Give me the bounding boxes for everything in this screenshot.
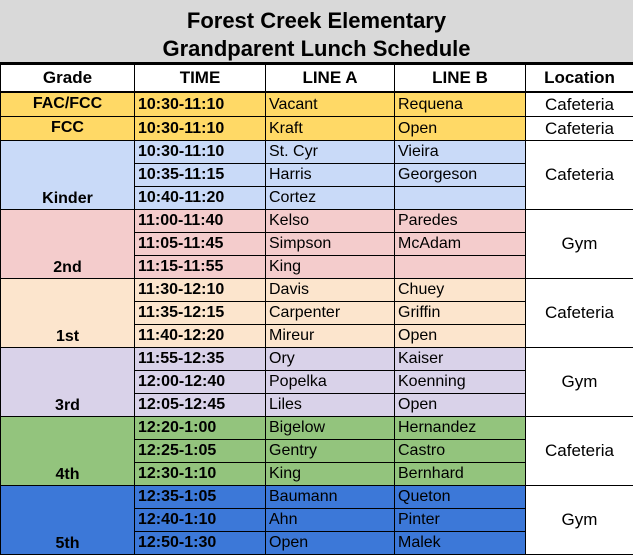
schedule-title: Grandparent Lunch Schedule <box>0 36 633 62</box>
grade-cell: 3rd <box>1 348 135 417</box>
location-cell: Gym <box>526 348 633 417</box>
header-line-a: LINE A <box>266 65 395 93</box>
time-cell: 12:50-1:30 <box>135 532 266 555</box>
line-a-cell: Kelso <box>266 210 395 233</box>
location-cell: Gym <box>526 486 633 555</box>
line-b-cell: Bernhard <box>395 463 526 486</box>
line-b-cell: Castro <box>395 440 526 463</box>
table-row <box>1 417 633 440</box>
time-cell: 11:35-12:15 <box>135 302 266 325</box>
line-b-cell: Pinter <box>395 509 526 532</box>
time-cell: 12:30-1:10 <box>135 463 266 486</box>
line-a-cell: Gentry <box>266 440 395 463</box>
line-b-cell <box>395 187 526 210</box>
grade-cell: 5th <box>1 486 135 555</box>
line-a-cell: Popelka <box>266 371 395 394</box>
line-b-cell: Chuey <box>395 279 526 302</box>
location-cell: Cafeteria <box>526 117 633 141</box>
time-cell: 11:00-11:40 <box>135 210 266 233</box>
grade-cell: 2nd <box>1 210 135 279</box>
line-b-cell: McAdam <box>395 233 526 256</box>
line-a-cell: Kraft <box>266 117 395 141</box>
location-cell: Cafeteria <box>526 92 633 117</box>
line-b-cell: Open <box>395 117 526 141</box>
table-row <box>1 486 633 509</box>
line-b-cell: Vieira <box>395 141 526 164</box>
grade-cell: 1st <box>1 279 135 348</box>
time-cell: 10:30-11:10 <box>135 141 266 164</box>
table-row <box>1 348 633 371</box>
line-a-cell: King <box>266 256 395 279</box>
grade-cell: 4th <box>1 417 135 486</box>
line-a-cell: Liles <box>266 394 395 417</box>
time-cell: 11:15-11:55 <box>135 256 266 279</box>
line-a-cell: King <box>266 463 395 486</box>
line-a-cell: Carpenter <box>266 302 395 325</box>
time-cell: 10:30-11:10 <box>135 92 266 117</box>
line-b-cell: Koenning <box>395 371 526 394</box>
time-cell: 10:30-11:10 <box>135 117 266 141</box>
header-grade: Grade <box>1 65 135 93</box>
table-row <box>1 279 633 302</box>
time-cell: 11:55-12:35 <box>135 348 266 371</box>
line-b-cell: Kaiser <box>395 348 526 371</box>
school-name: Forest Creek Elementary <box>0 8 633 34</box>
line-a-cell: Ahn <box>266 509 395 532</box>
grade-cell: FAC/FCC <box>1 92 135 117</box>
line-b-cell: Queton <box>395 486 526 509</box>
time-cell: 11:40-12:20 <box>135 325 266 348</box>
time-cell: 12:00-12:40 <box>135 371 266 394</box>
line-b-cell: Malek <box>395 532 526 555</box>
line-a-cell: Open <box>266 532 395 555</box>
line-a-cell: Harris <box>266 164 395 187</box>
location-cell: Cafeteria <box>526 279 633 348</box>
line-b-cell: Open <box>395 394 526 417</box>
schedule-body <box>1 92 633 555</box>
line-b-cell: Hernandez <box>395 417 526 440</box>
grade-cell: FCC <box>1 117 135 141</box>
line-a-cell: Simpson <box>266 233 395 256</box>
time-cell: 11:05-11:45 <box>135 233 266 256</box>
line-a-cell: Vacant <box>266 92 395 117</box>
line-b-cell: Paredes <box>395 210 526 233</box>
header-line-b: LINE B <box>395 65 526 93</box>
time-cell: 12:25-1:05 <box>135 440 266 463</box>
location-cell: Cafeteria <box>526 141 633 210</box>
line-a-cell: Cortez <box>266 187 395 210</box>
line-b-cell: Requena <box>395 92 526 117</box>
title-banner <box>0 0 633 64</box>
table-row <box>1 92 633 117</box>
line-b-cell: Griffin <box>395 302 526 325</box>
line-b-cell: Open <box>395 325 526 348</box>
line-b-cell <box>395 256 526 279</box>
table-row <box>1 117 633 141</box>
time-cell: 12:05-12:45 <box>135 394 266 417</box>
table-row <box>1 210 633 233</box>
time-cell: 12:20-1:00 <box>135 417 266 440</box>
line-a-cell: St. Cyr <box>266 141 395 164</box>
line-a-cell: Bigelow <box>266 417 395 440</box>
location-cell: Gym <box>526 210 633 279</box>
time-cell: 12:35-1:05 <box>135 486 266 509</box>
line-b-cell: Georgeson <box>395 164 526 187</box>
time-cell: 10:35-11:15 <box>135 164 266 187</box>
line-a-cell: Baumann <box>266 486 395 509</box>
time-cell: 11:30-12:10 <box>135 279 266 302</box>
header-row <box>1 65 633 93</box>
location-cell: Cafeteria <box>526 417 633 486</box>
schedule-table <box>0 64 633 555</box>
grade-cell: Kinder <box>1 141 135 210</box>
time-cell: 10:40-11:20 <box>135 187 266 210</box>
header-location: Location <box>526 65 633 93</box>
line-a-cell: Mireur <box>266 325 395 348</box>
line-a-cell: Davis <box>266 279 395 302</box>
time-cell: 12:40-1:10 <box>135 509 266 532</box>
header-time: TIME <box>135 65 266 93</box>
table-row <box>1 141 633 164</box>
line-a-cell: Ory <box>266 348 395 371</box>
